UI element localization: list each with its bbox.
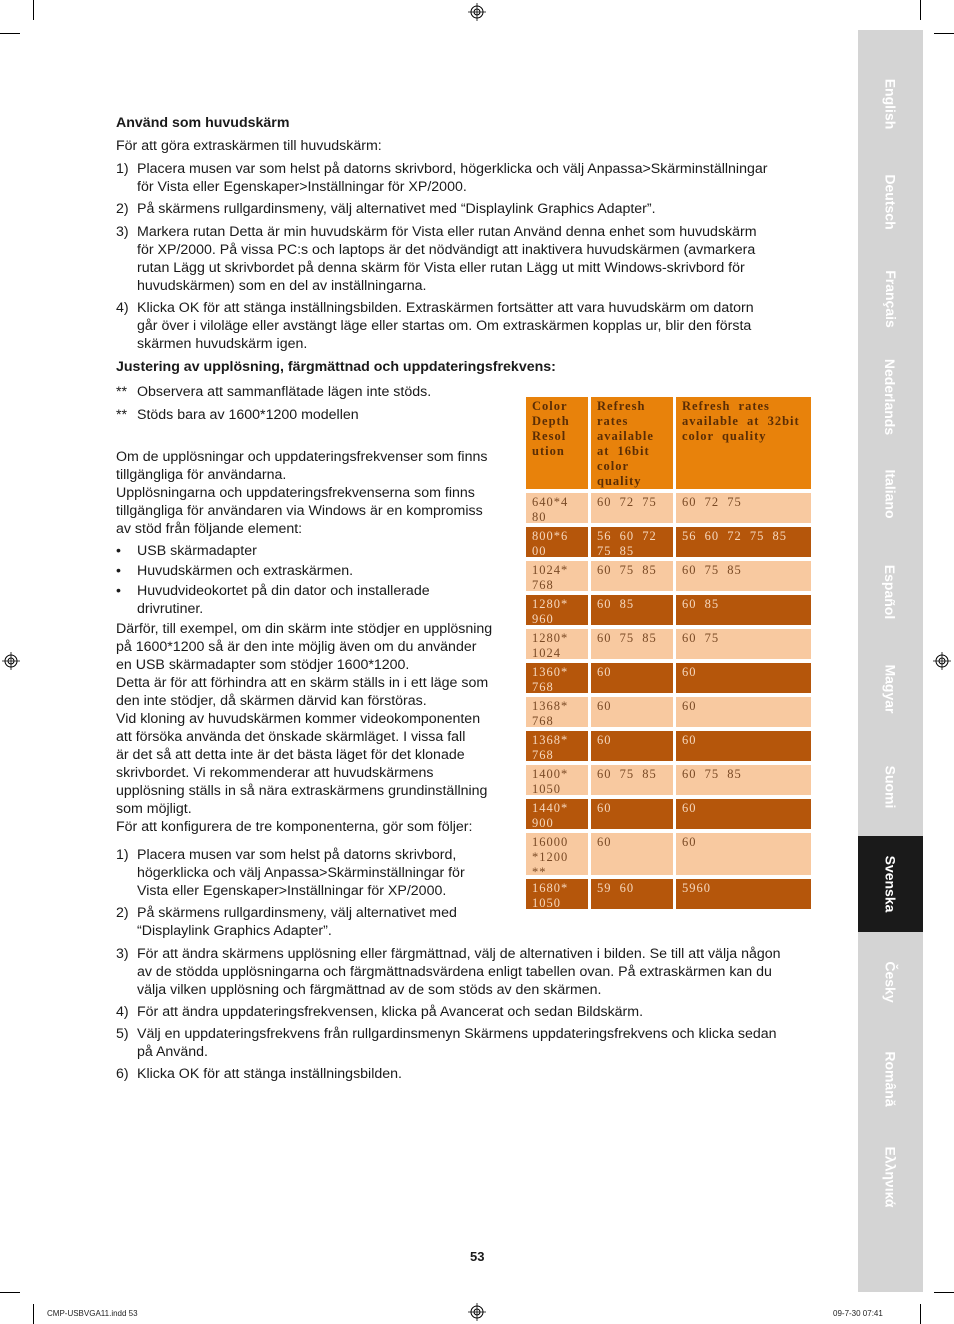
table-cell	[676, 527, 811, 557]
step-line: för XP/2000. På vissa PC:s och laptops är det nödvändigt att inaktivera huvudskärmen (avmarkera	[137, 242, 756, 258]
language-tab-4[interactable]	[858, 446, 923, 542]
language-tab-label: Español	[882, 564, 899, 619]
table-cell	[526, 765, 588, 795]
step-marker: 1)	[116, 847, 129, 863]
table-cell-line: 1360*	[532, 664, 569, 679]
table-cell	[526, 799, 588, 829]
table-cell	[591, 731, 673, 761]
table-cell	[526, 879, 588, 909]
table-cell-line: 60	[682, 834, 697, 849]
registration-mark-icon	[468, 3, 486, 21]
table-header-line: Resol	[532, 429, 567, 443]
note-marker: **	[116, 407, 128, 423]
language-tab-9[interactable]	[858, 934, 923, 1030]
footer-file-info: CMP-USBVGA11.indd 53	[47, 1309, 138, 1318]
paragraph-line: Upplösningarna och uppdateringsfrekvenserna som finns	[116, 485, 475, 501]
heading-main-display: Använd som huvudskärm	[116, 115, 290, 131]
table-cell	[676, 561, 811, 591]
table-cell	[591, 879, 673, 909]
registration-mark-icon	[2, 652, 20, 670]
language-sidebar	[858, 30, 923, 1292]
table-cell-line: 1280*	[532, 596, 569, 611]
table-header-line: Depth	[532, 414, 570, 428]
table-cell-line: 60 75 85	[597, 630, 657, 645]
language-tab-11[interactable]	[858, 1129, 923, 1225]
table-header-cell	[526, 397, 588, 489]
table-cell-line: 1440*	[532, 800, 569, 815]
table-cell-line: 75 85	[597, 543, 635, 557]
step-line: För att ändra uppdateringsfrekvensen, klicka på Avancerat och sedan Bildskärm.	[137, 1004, 644, 1020]
table-cell	[591, 663, 673, 693]
table-cell-line: 1400*	[532, 766, 569, 781]
paragraph-line: som möjligt.	[116, 801, 192, 817]
heading-resolution: Justering av upplösning, färgmättnad och uppdateringsfrekvens:	[116, 359, 556, 375]
table-cell-line: 768	[532, 713, 554, 727]
table-header-line: color quality	[682, 429, 767, 443]
step-marker: 4)	[116, 300, 129, 316]
table-cell-line: 960	[532, 611, 554, 625]
table-cell-line: 5960	[682, 880, 711, 895]
step-marker: 4)	[116, 1004, 129, 1020]
paragraph-line: en USB skärmadapter som stödjer 1600*1200.	[116, 657, 410, 673]
table-cell	[591, 765, 673, 795]
table-cell	[591, 595, 673, 625]
language-tab-label: Suomi	[882, 765, 899, 808]
step-line: På skärmens rullgardinsmeny, välj alternativet med	[137, 905, 457, 921]
table-cell	[591, 799, 673, 829]
table-cell-line: 768	[532, 747, 554, 761]
language-tab-1[interactable]	[858, 154, 923, 250]
step-line: för Vista eller Egenskaper>Inställningar för XP/2000.	[137, 179, 467, 195]
crop-mark	[934, 1292, 954, 1293]
intro-text: För att göra extraskärmen till huvudskärm:	[116, 138, 382, 154]
language-tab-0[interactable]	[858, 56, 923, 152]
paragraph-line: skrivbordet. Vi rekommenderar att huvudskärmens	[116, 765, 434, 781]
language-tab-label: English	[882, 78, 899, 130]
table-cell-line: 1368*	[532, 732, 569, 747]
table-cell	[676, 879, 811, 909]
table-header-line: ution	[532, 444, 565, 458]
step-line: skärmen huvudskärm igen.	[137, 336, 308, 352]
table-cell	[591, 629, 673, 659]
table-cell	[526, 629, 588, 659]
note-marker: **	[116, 384, 128, 400]
step-marker: 5)	[116, 1026, 129, 1042]
bullet-line: USB skärmadapter	[137, 543, 257, 559]
step-line: På skärmens rullgardinsmeny, välj alternativet med “Displaylink Graphics Adapter”.	[137, 201, 656, 217]
refresh-rate-table	[526, 397, 811, 907]
language-tab-3[interactable]	[858, 349, 923, 445]
table-cell-line: 60	[682, 732, 697, 747]
step-marker: 3)	[116, 224, 129, 240]
table-header-line: available	[597, 429, 654, 443]
table-cell-line: 60 75 85	[597, 766, 657, 781]
table-cell	[676, 765, 811, 795]
table-cell-line: 1368*	[532, 698, 569, 713]
table-cell-line: 60	[682, 664, 697, 679]
bullet-line: Huvudvideokortet på din dator och installerade	[137, 583, 430, 599]
step-line: Markera rutan Detta är min huvudskärm för Vista eller rutan Använd denna enhet som huvudskärm	[137, 224, 757, 240]
table-cell-line: 60 75 85	[597, 562, 657, 577]
bullet-marker: •	[116, 563, 121, 579]
paragraph-line: Vid kloning av huvudskärmen kommer videokomponenten	[116, 711, 481, 727]
table-cell	[526, 697, 588, 727]
table-cell	[676, 731, 811, 761]
language-tab-2[interactable]	[858, 251, 923, 347]
table-cell	[591, 493, 673, 523]
table-cell-line: 60	[597, 834, 612, 849]
paragraph-line: För att konfigurera de tre komponenterna, gör som följer:	[116, 819, 473, 835]
paragraph-line: att försöka använda det önskade skärmläget. I vissa fall	[116, 729, 466, 745]
table-cell	[526, 731, 588, 761]
table-cell-line: 60 75 85	[682, 766, 742, 781]
language-tab-label: Nederlands	[882, 358, 899, 435]
crop-mark	[33, 1304, 34, 1324]
table-cell-line: 60	[682, 698, 697, 713]
table-header-line: at 16bit	[597, 444, 650, 458]
language-tab-10[interactable]	[858, 1031, 923, 1127]
crop-mark	[920, 0, 921, 20]
table-cell-line: 1280*	[532, 630, 569, 645]
crop-mark	[0, 33, 20, 34]
table-cell	[676, 833, 811, 875]
table-cell-line: 60 85	[682, 596, 720, 611]
language-tab-label: Română	[882, 1051, 899, 1107]
table-cell-line: 60 85	[597, 596, 635, 611]
bullet-marker: •	[116, 543, 121, 559]
table-cell	[526, 527, 588, 557]
language-tab-8[interactable]	[858, 836, 923, 932]
footer-timestamp: 09-7-30 07:41	[833, 1309, 883, 1318]
table-cell-line: 1050	[532, 781, 561, 795]
table-cell-line: 1050	[532, 895, 561, 909]
table-cell-line: 1024*	[532, 562, 569, 577]
table-cell	[591, 527, 673, 557]
table-cell-line: 1024	[532, 645, 561, 659]
table-cell	[676, 629, 811, 659]
paragraph-line: på 1600*1200 så är den inte möjlig även om du använder	[116, 639, 477, 655]
crop-mark	[33, 0, 34, 20]
table-cell-line: 16000	[532, 834, 569, 849]
table-cell-line: 60 72 75	[682, 494, 742, 509]
table-cell-line: 56 60 72	[597, 528, 657, 543]
table-cell-line: 56 60 72 75 85	[682, 528, 787, 543]
paragraph-line: upplösning ställs in så nära extraskärmens grundinställning	[116, 783, 488, 799]
paragraph-line: Detta är för att förhindra att en skärm ställs in i ett läge som	[116, 675, 489, 691]
step-line: Klicka OK för att stänga inställningsbilden.	[137, 1066, 402, 1082]
registration-mark-icon	[468, 1303, 486, 1321]
table-cell	[676, 663, 811, 693]
step-line: går över i viloläge eller avstängt läge eller startas om. Om extraskärmen kopplas ur, blir den första	[137, 318, 752, 334]
table-cell-line: 800*6	[532, 528, 569, 543]
step-line: huvudskärmen) som en del av inställningarna.	[137, 278, 427, 294]
table-cell-line: 60	[682, 800, 697, 815]
table-cell-line: 768	[532, 679, 554, 693]
step-line: Välj en uppdateringsfrekvens från rullgardinsmenyn Skärmens uppdateringsfrekvens och klicka sedan	[137, 1026, 777, 1042]
language-tab-label: Deutsch	[882, 173, 899, 230]
step-line: rutan Lägg ut skrivbordet på denna skärm för Vista eller rutan Lägg ut mitt Windows-skrivbord för	[137, 260, 745, 276]
table-cell-line: 00	[532, 543, 547, 557]
table-cell-line: 1680*	[532, 880, 569, 895]
table-cell-line: 59 60	[597, 880, 635, 895]
table-cell-line: 60	[597, 800, 612, 815]
table-cell	[591, 833, 673, 875]
table-cell	[526, 663, 588, 693]
table-header-line: available at 32bit	[682, 414, 800, 428]
note-text: Observera att sammanflätade lägen inte stöds.	[137, 384, 432, 400]
crop-mark	[0, 1292, 20, 1293]
table-header-line: rates	[597, 414, 629, 428]
table-cell	[676, 697, 811, 727]
table-cell-line: 60 75 85	[682, 562, 742, 577]
table-cell	[591, 697, 673, 727]
table-cell-line: 768	[532, 577, 554, 591]
registration-mark-icon	[933, 652, 951, 670]
table-cell-line: 60 75	[682, 630, 720, 645]
step-marker: 6)	[116, 1066, 129, 1082]
step-line: Placera musen var som helst på datorns skrivbord, högerklicka och välj Anpassa>Skärminställningar	[137, 161, 768, 177]
language-tab-label: Ελληνικά	[882, 1145, 899, 1208]
step-line: högerklicka och välj Anpassa>Skärminställningar för	[137, 865, 465, 881]
table-header-cell	[676, 397, 811, 489]
table-cell-line: **	[532, 864, 547, 875]
table-cell	[526, 833, 588, 875]
table-header-line: color	[597, 459, 630, 473]
table-cell	[526, 561, 588, 591]
table-cell-line: 640*4	[532, 494, 569, 509]
step-line: “Displaylink Graphics Adapter”.	[137, 923, 332, 939]
page-number: 53	[470, 1249, 485, 1264]
step-marker: 1)	[116, 161, 129, 177]
table-cell	[526, 493, 588, 523]
table-cell	[591, 561, 673, 591]
table-cell-line: *1200	[532, 849, 569, 864]
language-tab-label: Italiano	[882, 469, 899, 519]
table-header-line: quality	[597, 474, 642, 488]
paragraph-line: Om de upplösningar och uppdateringsfrekvenser som finns	[116, 449, 488, 465]
table-cell	[676, 595, 811, 625]
language-tab-5[interactable]	[858, 544, 923, 640]
step-line: Klicka OK för att stänga inställningsbilden. Extraskärmen fortsätter att vara huvudskärm om datorn	[137, 300, 754, 316]
language-tab-label: Svenska	[882, 855, 899, 913]
table-cell-line: 60 72 75	[597, 494, 657, 509]
step-line: Vista eller Egenskaper>Inställningar för XP/2000.	[137, 883, 447, 899]
paragraph-line: tillgängliga för användarna.	[116, 467, 287, 483]
paragraph-line: är det så att detta inte är det bästa läget för det klonade	[116, 747, 465, 763]
step-line: av de stödda upplösningarna och färgmättnadsvärdena enligt tabellen ovan. På extraskärmen kan du	[137, 964, 772, 980]
crop-mark	[920, 1304, 921, 1324]
bullet-line: drivrutiner.	[137, 601, 204, 617]
paragraph-line: tillgängliga för användaren via Windows är en kompromiss	[116, 503, 483, 519]
table-cell-line: 900	[532, 815, 554, 829]
step-line: Placera musen var som helst på datorns skrivbord,	[137, 847, 457, 863]
table-header-line: Color	[532, 399, 568, 413]
table-cell-line: 60	[597, 732, 612, 747]
table-cell	[526, 595, 588, 625]
step-line: För att ändra skärmens upplösning eller färgmättnad, välj de alternativen i bilden. Se till att välja någon	[137, 946, 781, 962]
table-cell-line: 60	[597, 698, 612, 713]
table-cell	[676, 493, 811, 523]
language-tab-6[interactable]	[858, 641, 923, 737]
language-tab-label: Français	[882, 270, 899, 328]
table-cell	[676, 799, 811, 829]
bullet-marker: •	[116, 583, 121, 599]
bullet-line: Huvudskärmen och extraskärmen.	[137, 563, 354, 579]
step-line: välja vilken upplösning och färgmättnad av de som stöds av den skärmen.	[137, 982, 602, 998]
table-cell-line: 60	[597, 664, 612, 679]
step-marker: 2)	[116, 201, 129, 217]
language-tab-label: Magyar	[882, 664, 899, 714]
table-cell-line: 80	[532, 509, 547, 523]
table-header-line: Refresh rates	[682, 399, 770, 413]
step-marker: 3)	[116, 946, 129, 962]
step-line: på Använd.	[137, 1044, 208, 1060]
table-header-line: Refresh	[597, 399, 646, 413]
crop-mark	[934, 33, 954, 34]
table-header-cell	[591, 397, 673, 489]
paragraph-line: den inte stödjer, då skärmen därvid kan förstöras.	[116, 693, 427, 709]
language-tab-7[interactable]	[858, 739, 923, 835]
note-text: Stöds bara av 1600*1200 modellen	[137, 407, 359, 423]
paragraph-line: av stöd från följande element:	[116, 521, 303, 537]
language-tab-label: Česky	[882, 960, 899, 1003]
step-marker: 2)	[116, 905, 129, 921]
paragraph-line: Därför, till exempel, om din skärm inte stödjer en upplösning	[116, 621, 493, 637]
